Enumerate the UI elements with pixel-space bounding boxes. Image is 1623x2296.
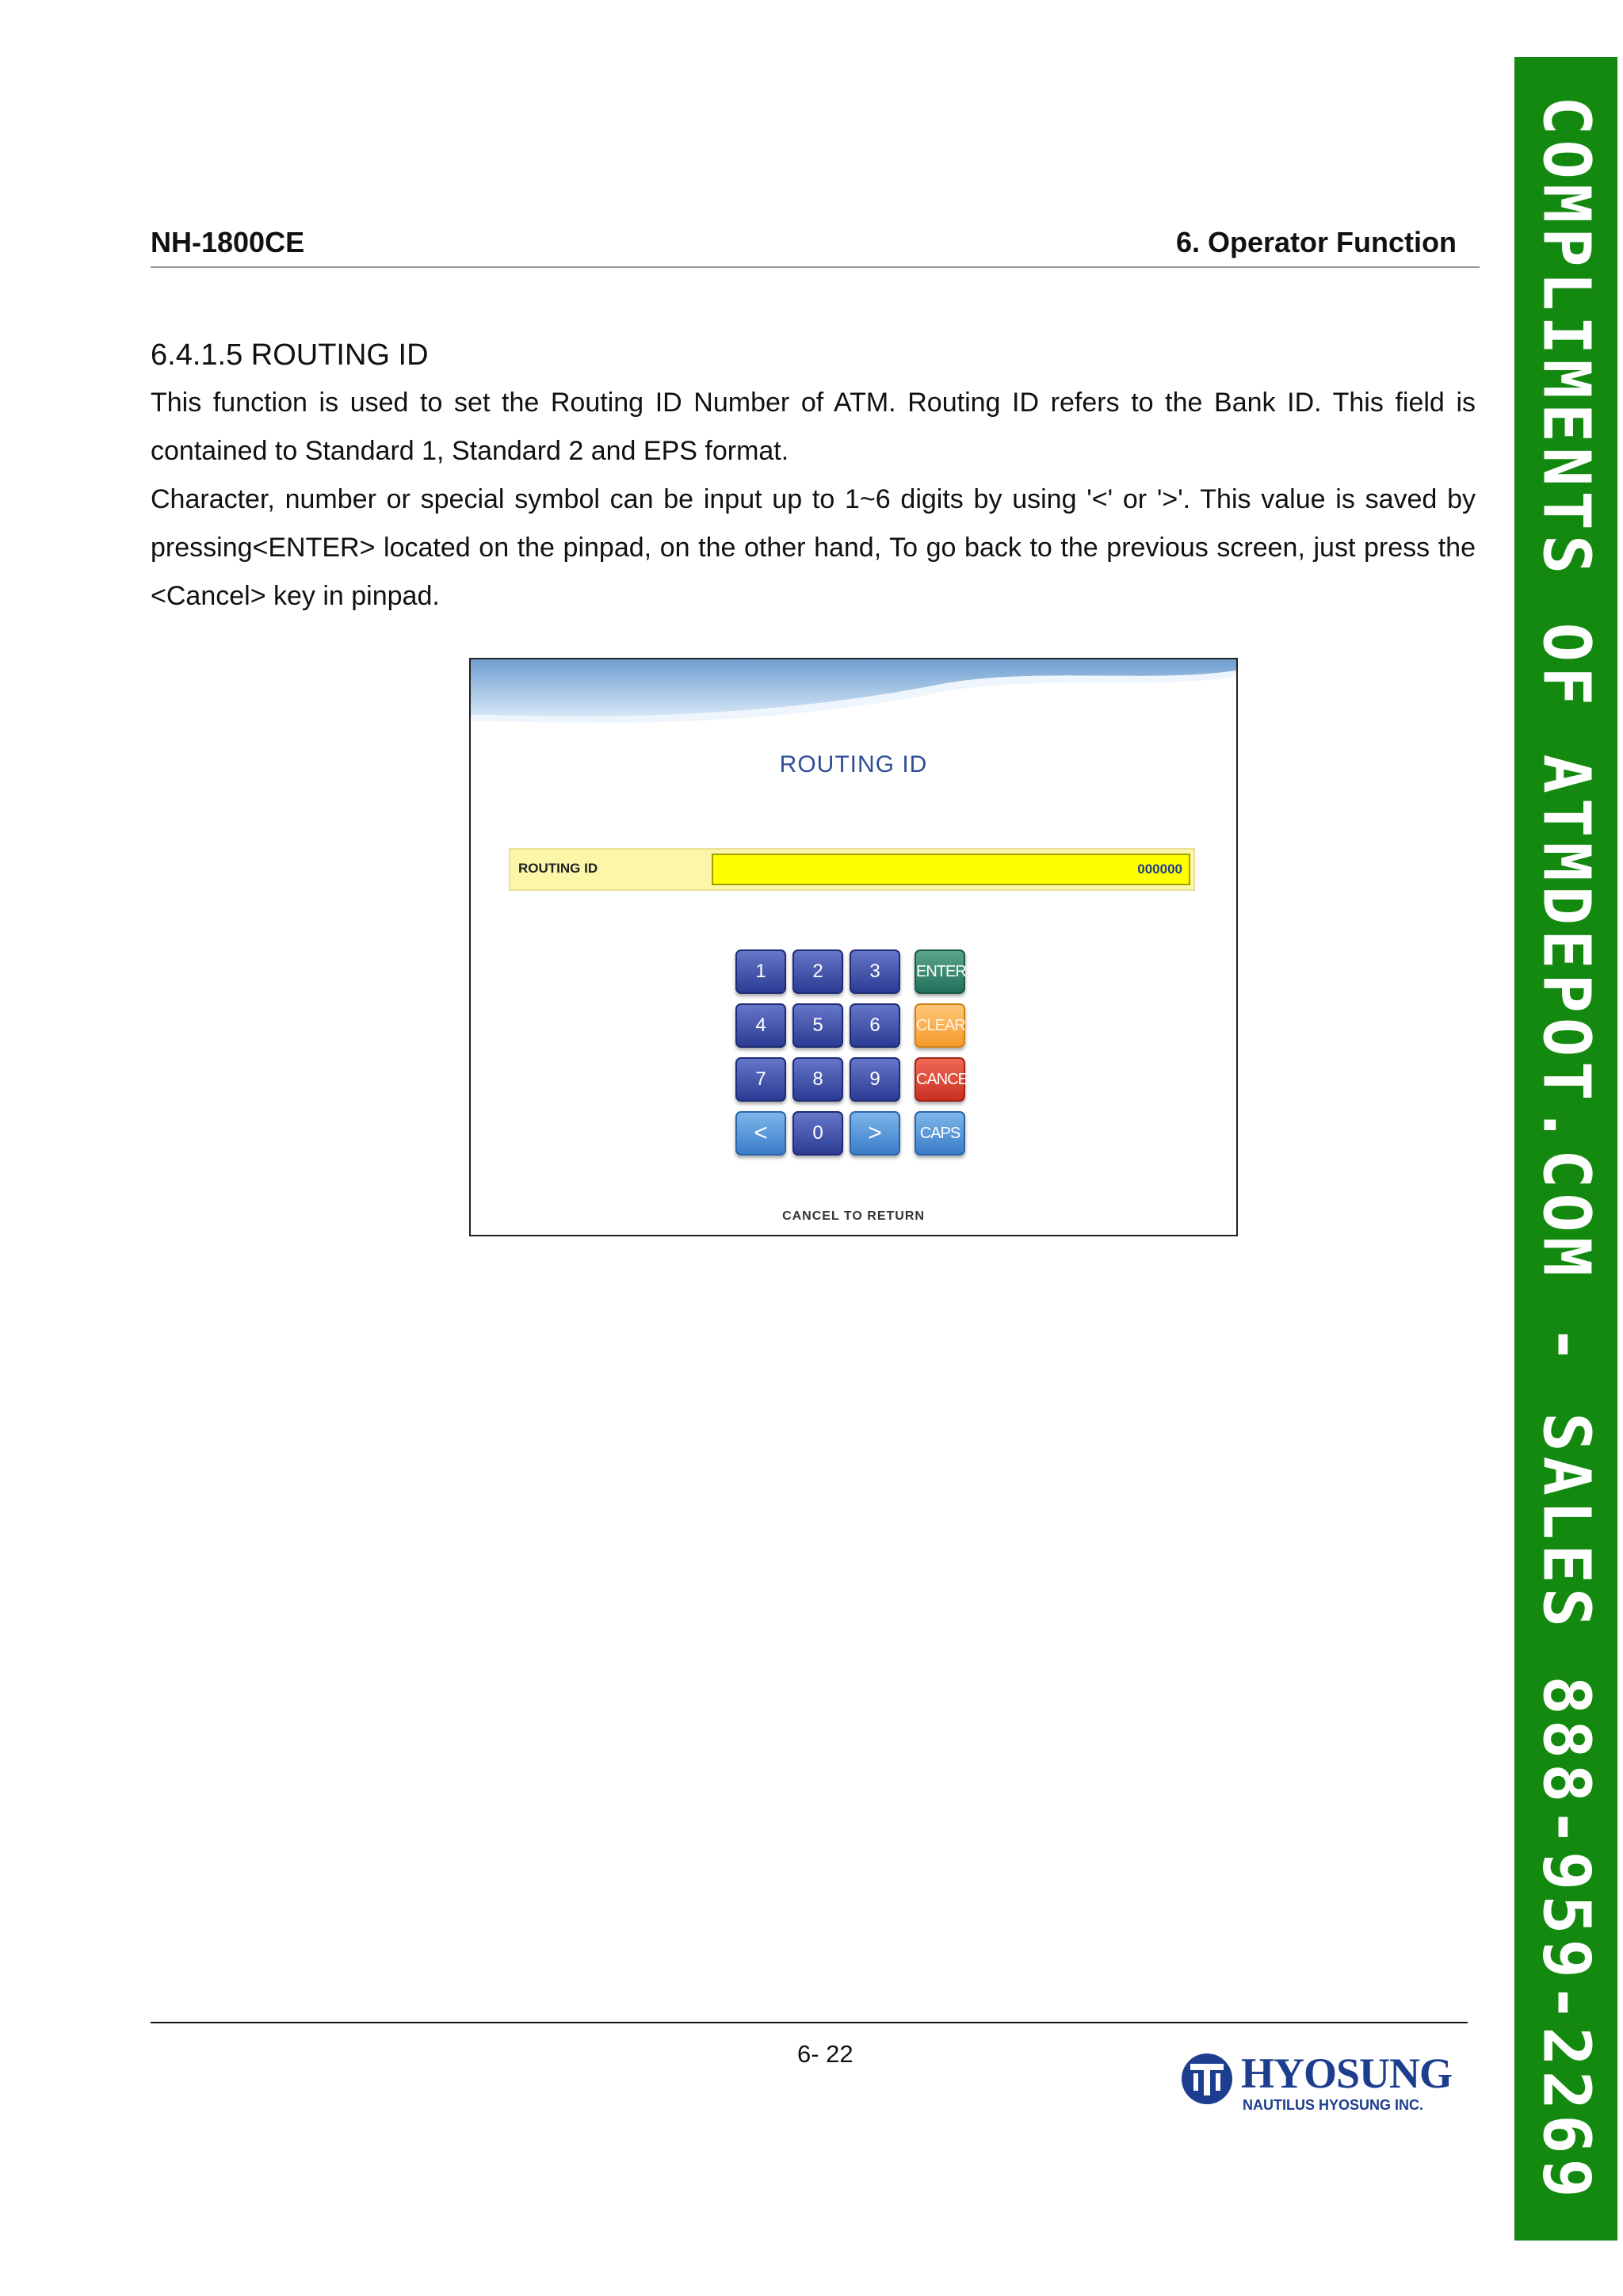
screen-title: ROUTING ID <box>779 751 928 777</box>
key-5-button[interactable]: 5 <box>792 1003 843 1048</box>
routing-id-label: ROUTING ID <box>518 861 598 876</box>
key-1-button[interactable]: 1 <box>735 949 786 994</box>
hyosung-emblem-icon <box>1179 2051 1235 2107</box>
hyosung-logo <box>1179 2050 1453 2122</box>
header-wave-graphic <box>471 659 1236 747</box>
atm-screen-screenshot <box>469 658 1238 1236</box>
section-title: 6.4.1.5 ROUTING ID <box>151 338 429 372</box>
logo-subtitle: NAUTILUS HYOSUNG INC. <box>1243 2097 1424 2113</box>
key-9-button[interactable]: 9 <box>850 1057 900 1102</box>
key-6-button[interactable]: 6 <box>850 1003 900 1048</box>
key-8-button[interactable]: 8 <box>792 1057 843 1102</box>
logo-wordmark: HYOSUNG <box>1241 2050 1453 2097</box>
left-arrow-button[interactable]: < <box>735 1111 786 1156</box>
key-2-button[interactable]: 2 <box>792 949 843 994</box>
header-chapter: 6. Operator Function <box>1175 226 1457 258</box>
pinpad <box>735 949 981 1171</box>
header-divider <box>151 266 1480 268</box>
key-0-button[interactable]: 0 <box>792 1111 843 1156</box>
footer-divider <box>151 2022 1468 2023</box>
caps-button[interactable]: CAPS <box>915 1111 965 1156</box>
cancel-to-return-hint: CANCEL TO RETURN <box>782 1209 925 1223</box>
key-7-button[interactable]: 7 <box>735 1057 786 1102</box>
side-advertisement-banner <box>1514 57 1617 2241</box>
enter-button[interactable]: ENTER <box>915 949 965 994</box>
header-model: NH-1800CE <box>151 226 305 258</box>
key-3-button[interactable]: 3 <box>850 949 900 994</box>
routing-id-input[interactable]: 000000 <box>712 854 1190 885</box>
side-banner-text: COMPLIMENTS OF ATMDEPOT.COM - SALES 888-959-2269 <box>1528 95 1604 2202</box>
page-number: 6- 22 <box>797 2040 854 2068</box>
paragraph-instructions: Character, number or special symbol can be input up to 1~6 digits by using '<' or '>'. This value is saved by pressing<ENTER> located on the pinpad, on the other hand, To go back to the previous screen, just press the <Cancel> key in pinpad. <box>151 484 1476 611</box>
clear-button[interactable]: CLEAR <box>915 1003 965 1048</box>
key-4-button[interactable]: 4 <box>735 1003 786 1048</box>
right-arrow-button[interactable]: > <box>850 1111 900 1156</box>
routing-id-field <box>509 848 1195 891</box>
cancel-button[interactable]: CANCEL <box>915 1057 965 1102</box>
paragraph-description: This function is used to set the Routing ID Number of ATM. Routing ID refers to the Bank ID. This field is contained to Standard 1, Standard 2 and EPS format. <box>151 388 1476 466</box>
